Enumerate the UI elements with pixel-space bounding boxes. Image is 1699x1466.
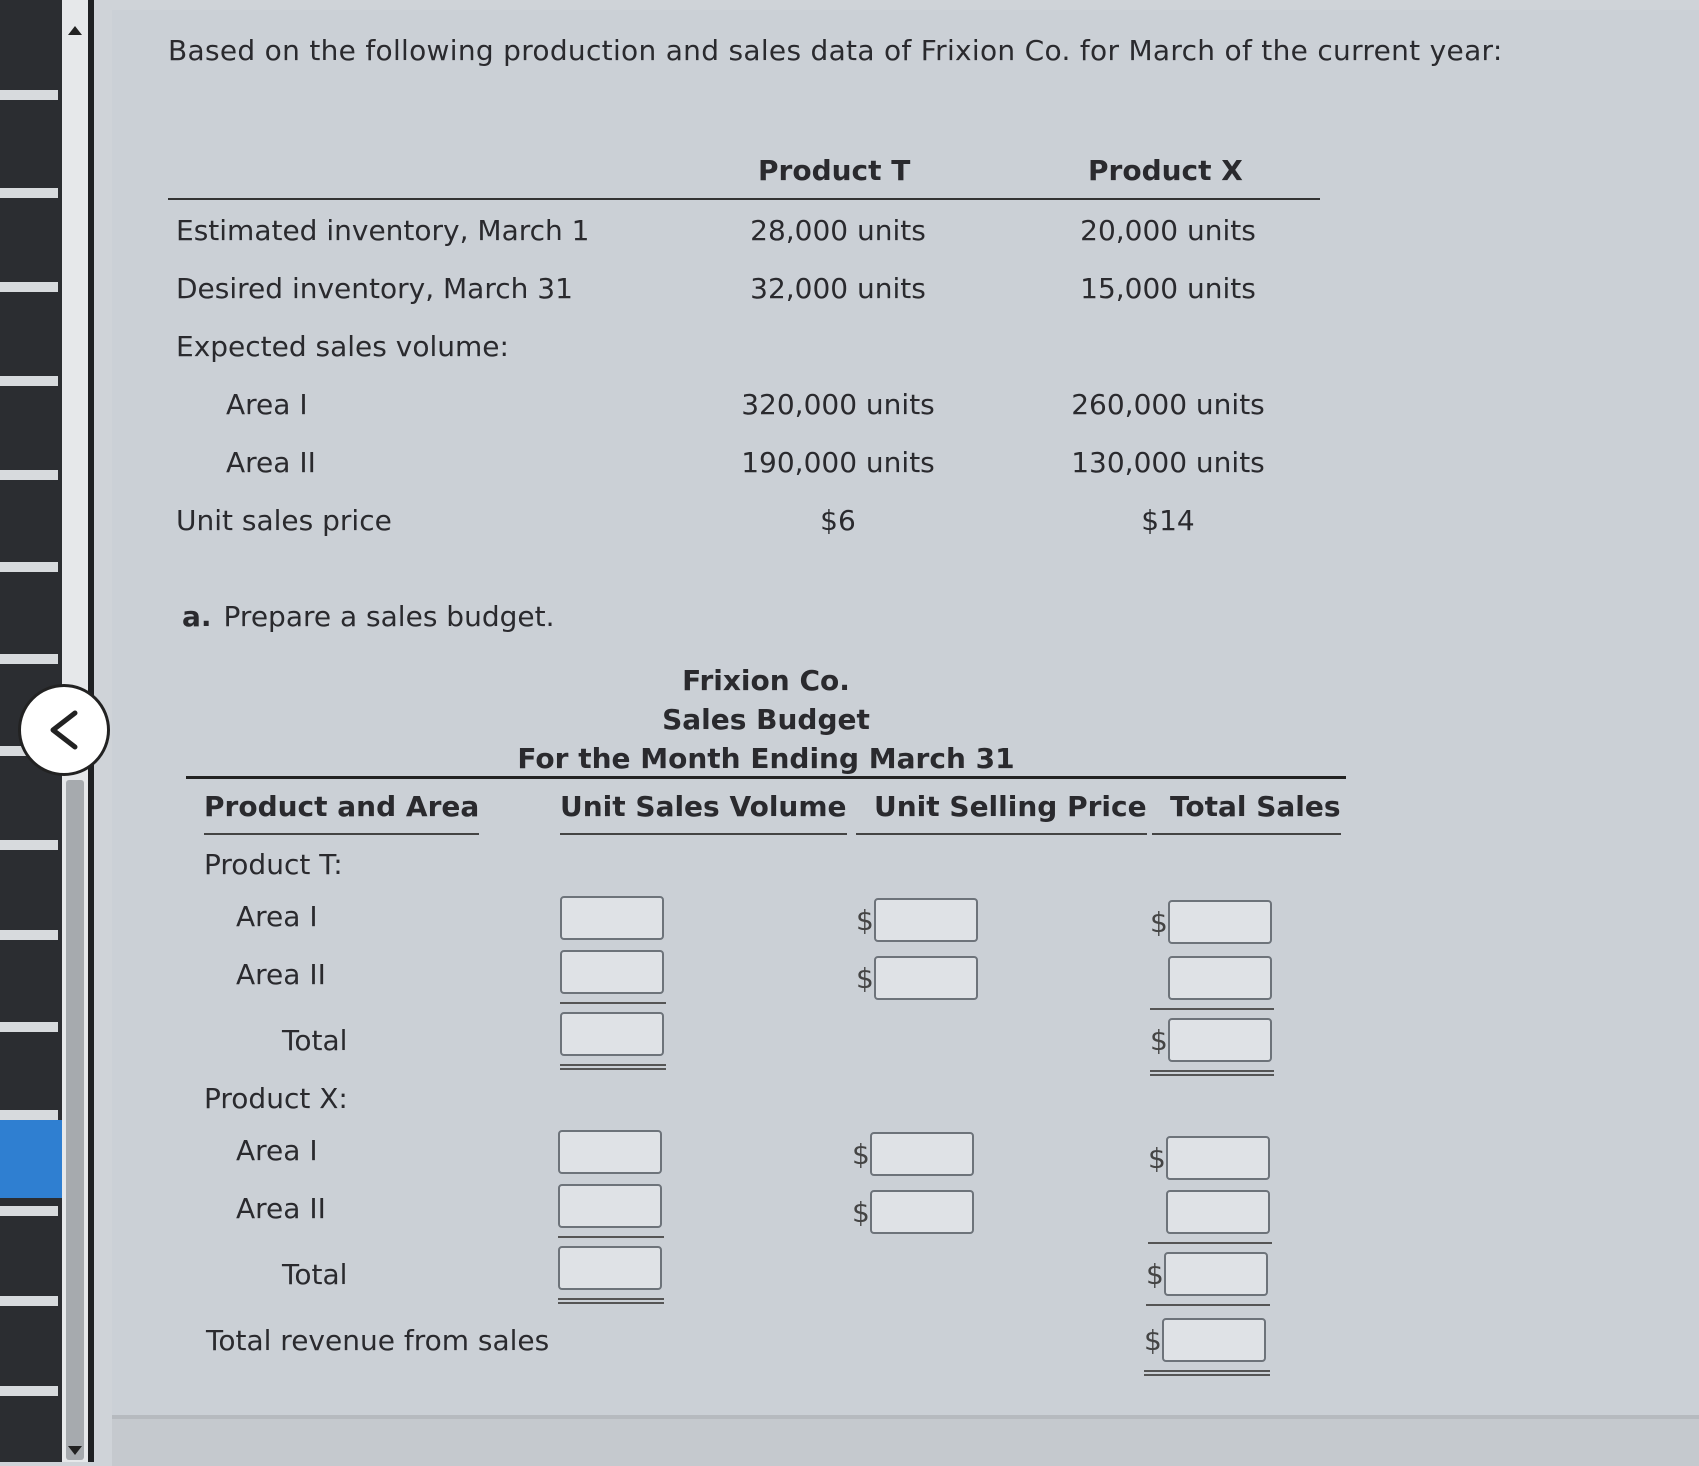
double-underline	[1144, 1370, 1270, 1376]
company-name: Frixion Co.	[682, 664, 850, 697]
product-t-area1-sales-input[interactable]	[1168, 900, 1272, 944]
dollar-sign: $	[1146, 1258, 1164, 1291]
col-unit-sales-volume: Unit Sales Volume	[560, 790, 847, 835]
scroll-down-icon[interactable]	[68, 1446, 82, 1455]
sum-line	[1146, 1304, 1270, 1306]
product-x-area2-sales-input[interactable]	[1166, 1190, 1270, 1234]
product-x-area1-sales-input[interactable]	[1166, 1136, 1270, 1180]
product-x-area1-label: Area I	[236, 1134, 318, 1167]
sidebar-divider	[0, 470, 58, 480]
double-underline	[558, 1298, 664, 1304]
sidebar-divider	[0, 90, 58, 100]
product-t-value: 28,000 units	[750, 214, 926, 247]
scroll-thumb[interactable]	[66, 780, 84, 1460]
dollar-sign: $	[856, 904, 874, 937]
product-t-total-label: Total	[282, 1024, 348, 1057]
sidebar-divider	[0, 562, 58, 572]
sidebar-divider	[0, 1110, 58, 1120]
product-x-value: 15,000 units	[1080, 272, 1256, 305]
product-x-area2-label: Area II	[236, 1192, 326, 1225]
product-t-value: 32,000 units	[750, 272, 926, 305]
product-t-area2-label: Area II	[236, 958, 326, 991]
header-product-x: Product X	[1088, 154, 1243, 187]
part-letter: a.	[182, 600, 212, 633]
header-rule	[168, 198, 1320, 200]
part-text: Prepare a sales budget.	[223, 600, 555, 633]
row-label: Desired inventory, March 31	[176, 272, 573, 305]
sidebar-divider	[0, 1296, 58, 1306]
product-x-area1-price-input[interactable]	[870, 1132, 974, 1176]
product-x-value: 130,000 units	[1071, 446, 1265, 479]
product-t-area1-price-input[interactable]	[874, 898, 978, 942]
dollar-sign: $	[852, 1196, 870, 1229]
budget-period: For the Month Ending March 31	[517, 742, 1015, 775]
scroll-up-icon[interactable]	[68, 26, 82, 35]
row-label: Estimated inventory, March 1	[176, 214, 590, 247]
col-total-sales: Total Sales	[1152, 790, 1341, 835]
product-t-area2-sales-input[interactable]	[1168, 956, 1272, 1000]
product-t-value: 190,000 units	[741, 446, 935, 479]
sidebar-divider	[0, 1386, 58, 1396]
sidebar-divider	[0, 376, 58, 386]
header-product-t: Product T	[758, 154, 911, 187]
product-t-area1-label: Area I	[236, 900, 318, 933]
product-x-value: $14	[1141, 504, 1195, 537]
product-x-label: Product X:	[204, 1082, 348, 1115]
dollar-sign: $	[1150, 906, 1168, 939]
sidebar-item-active[interactable]	[0, 1120, 64, 1198]
product-x-value: 20,000 units	[1080, 214, 1256, 247]
total-revenue-label: Total revenue from sales	[206, 1324, 550, 1357]
intro-text: Based on the following production and sales data of Frixion Co. for March of the current year:	[168, 34, 1503, 67]
row-label: Area I	[226, 388, 308, 421]
double-underline	[560, 1064, 666, 1070]
dollar-sign: $	[1144, 1324, 1162, 1357]
sidebar-divider	[0, 654, 58, 664]
product-t-total-volume-input[interactable]	[560, 1012, 664, 1056]
budget-title: Sales Budget	[662, 703, 870, 736]
sum-line	[1148, 1242, 1272, 1244]
double-underline	[1150, 1070, 1274, 1076]
product-x-total-sales-input[interactable]	[1164, 1252, 1268, 1296]
dollar-sign: $	[856, 962, 874, 995]
row-label: Expected sales volume:	[176, 330, 509, 363]
sidebar-divider	[0, 282, 58, 292]
sidebar-divider	[0, 188, 58, 198]
total-revenue-input[interactable]	[1162, 1318, 1266, 1362]
dollar-sign: $	[1148, 1142, 1166, 1175]
product-x-area2-volume-input[interactable]	[558, 1184, 662, 1228]
product-x-area2-price-input[interactable]	[870, 1190, 974, 1234]
product-t-total-sales-input[interactable]	[1168, 1018, 1272, 1062]
sidebar-divider	[0, 840, 58, 850]
product-x-total-volume-input[interactable]	[558, 1246, 662, 1290]
col-product-area: Product and Area	[204, 790, 479, 835]
sum-line	[558, 1236, 664, 1238]
dollar-sign: $	[1150, 1024, 1168, 1057]
product-x-value: 260,000 units	[1071, 388, 1265, 421]
sidebar-divider	[0, 930, 58, 940]
product-x-area1-volume-input[interactable]	[558, 1130, 662, 1174]
bottom-bar	[112, 1415, 1699, 1466]
chevron-left-icon	[41, 707, 87, 753]
product-t-area1-volume-input[interactable]	[560, 896, 664, 940]
product-t-area2-price-input[interactable]	[874, 956, 978, 1000]
back-button[interactable]	[18, 684, 110, 776]
product-t-value: 320,000 units	[741, 388, 935, 421]
sum-line	[1150, 1008, 1274, 1010]
sum-line	[560, 1002, 666, 1004]
product-t-area2-volume-input[interactable]	[560, 950, 664, 994]
budget-top-rule	[186, 776, 1346, 779]
sidebar-divider	[0, 1206, 58, 1216]
product-t-label: Product T:	[204, 848, 343, 881]
product-t-value: $6	[820, 504, 856, 537]
product-x-total-label: Total	[282, 1258, 348, 1291]
dollar-sign: $	[852, 1138, 870, 1171]
col-unit-selling-price: Unit Selling Price	[856, 790, 1147, 835]
part-a-instruction	[182, 600, 554, 633]
row-label: Area II	[226, 446, 316, 479]
row-label: Unit sales price	[176, 504, 392, 537]
sidebar-divider	[0, 1022, 58, 1032]
